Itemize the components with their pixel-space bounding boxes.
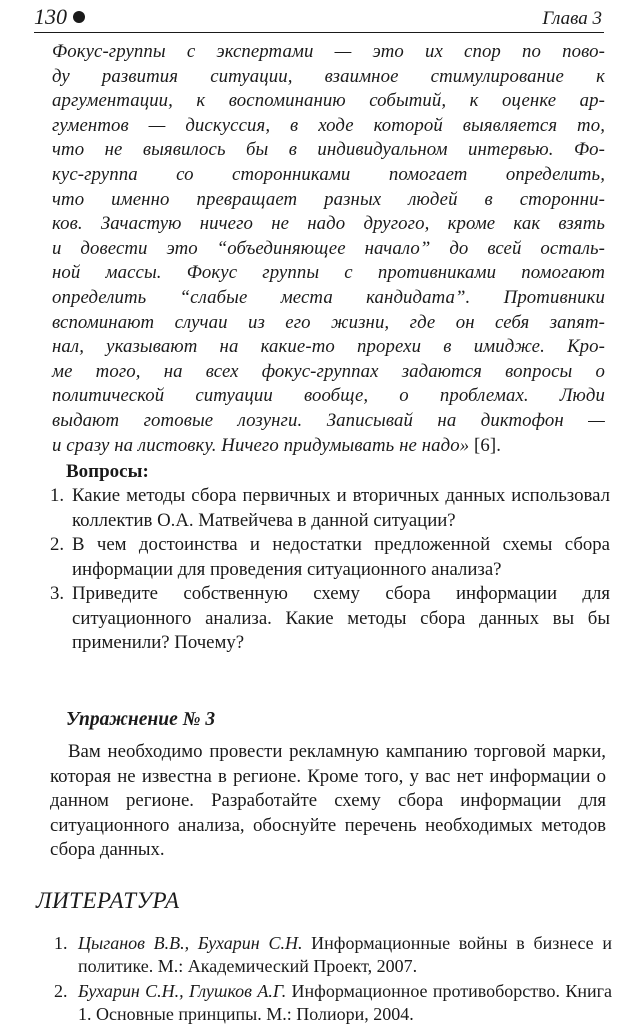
exercise-body: Вам необходимо провести рекламную кампанию торговой марки, которая не известна в регионе. Кроме того, у вас нет информации о данном регионе. Разработайте схему сбора информации для ситуационного анализа, обоснуйте перечень необходимых методов сбора данных. <box>50 741 606 861</box>
literature-list <box>52 932 612 1026</box>
question-number: 1. <box>50 485 65 506</box>
bullet-dot-icon <box>73 11 85 23</box>
quote-line: гументов — дискуссия, в ходе которой выявляется то, <box>52 114 605 136</box>
literature-number: 2. <box>54 981 68 1001</box>
question-item <box>50 484 610 533</box>
questions-heading: Вопросы: <box>66 461 149 482</box>
questions-list <box>50 484 610 656</box>
quote-line: и сразу на листовку. Ничего придумывать не надо» <box>52 434 470 456</box>
question-number: 3. <box>50 583 65 604</box>
quote-line: ков. Зачастую ничего не надо другого, кроме как взять <box>52 213 605 235</box>
quote-line: аргументации, к воспоминанию событий, к оценке ар- <box>52 90 605 112</box>
literature-text: Информационное противоборство. Книга 1. Основные принципы. М.: Полиори, 2004. <box>78 981 612 1024</box>
literature-authors: Бухарин С.Н., Глушков А.Г. <box>78 981 287 1001</box>
quote-line-last <box>52 434 605 459</box>
quote-line: вспоминают случаи из его жизни, где он себя запят- <box>52 311 605 333</box>
question-text: Приведите собственную схему сбора информации для ситуационного анализа. Какие методы сбора данных вы бы применили? Почему? <box>72 583 610 653</box>
quote-line: политической ситуации вообще, о проблемах. Люди <box>52 385 605 407</box>
quote-line: и довести это “объединяющее начало” до всей осталь- <box>52 237 605 259</box>
quote-line: кус-группа со сторонниками помогает определить, <box>52 163 605 185</box>
question-text: В чем достоинства и недостатки предложенной схемы сбора информации для проведения ситуационного анализа? <box>72 534 610 580</box>
quote-line: определить “слабые места кандидата”. Противники <box>52 286 605 308</box>
question-item <box>50 582 610 656</box>
quote-line: ме того, на всех фокус-группах задаются вопросы о <box>52 360 605 382</box>
quote-line: что именно превращает разных людей в сторонни- <box>52 188 605 210</box>
quote-paragraph <box>52 40 605 458</box>
page-number: 130 <box>34 4 85 30</box>
literature-number: 1. <box>54 933 68 953</box>
quote-line: ной массы. Фокус группы с противниками помогают <box>52 262 605 284</box>
citation-ref: [6]. <box>474 434 502 456</box>
quote-line: что не выявилось бы в индивидуальном интервью. Фо- <box>52 139 605 161</box>
chapter-title: Глава 3 <box>542 8 602 29</box>
literature-item <box>52 932 612 978</box>
literature-item <box>52 980 612 1026</box>
question-item <box>50 533 610 582</box>
literature-text: Информационные войны в бизнесе и политике. М.: Академический Проект, 2007. <box>78 933 612 976</box>
question-number: 2. <box>50 534 65 555</box>
quote-line: нал, указывают на какие-то прорехи в имидже. Кро- <box>52 336 605 358</box>
exercise-heading: Упражнение № 3 <box>66 709 216 730</box>
quote-line: Фокус-группы с экспертами — это их спор по пово- <box>52 41 605 62</box>
quote-line: ду развития ситуации, взаимное стимулирование к <box>52 65 605 87</box>
literature-authors: Цыганов В.В., Бухарин С.Н. <box>78 933 303 953</box>
question-text: Какие методы сбора первичных и вторичных данных использовал коллектив О.А. Матвейчева в данной ситуации? <box>72 485 610 531</box>
running-header <box>34 6 604 33</box>
quote-line: выдают готовые лозунги. Записывай на диктофон — <box>52 409 605 431</box>
literature-heading: ЛИТЕРАТУРА <box>36 888 180 913</box>
